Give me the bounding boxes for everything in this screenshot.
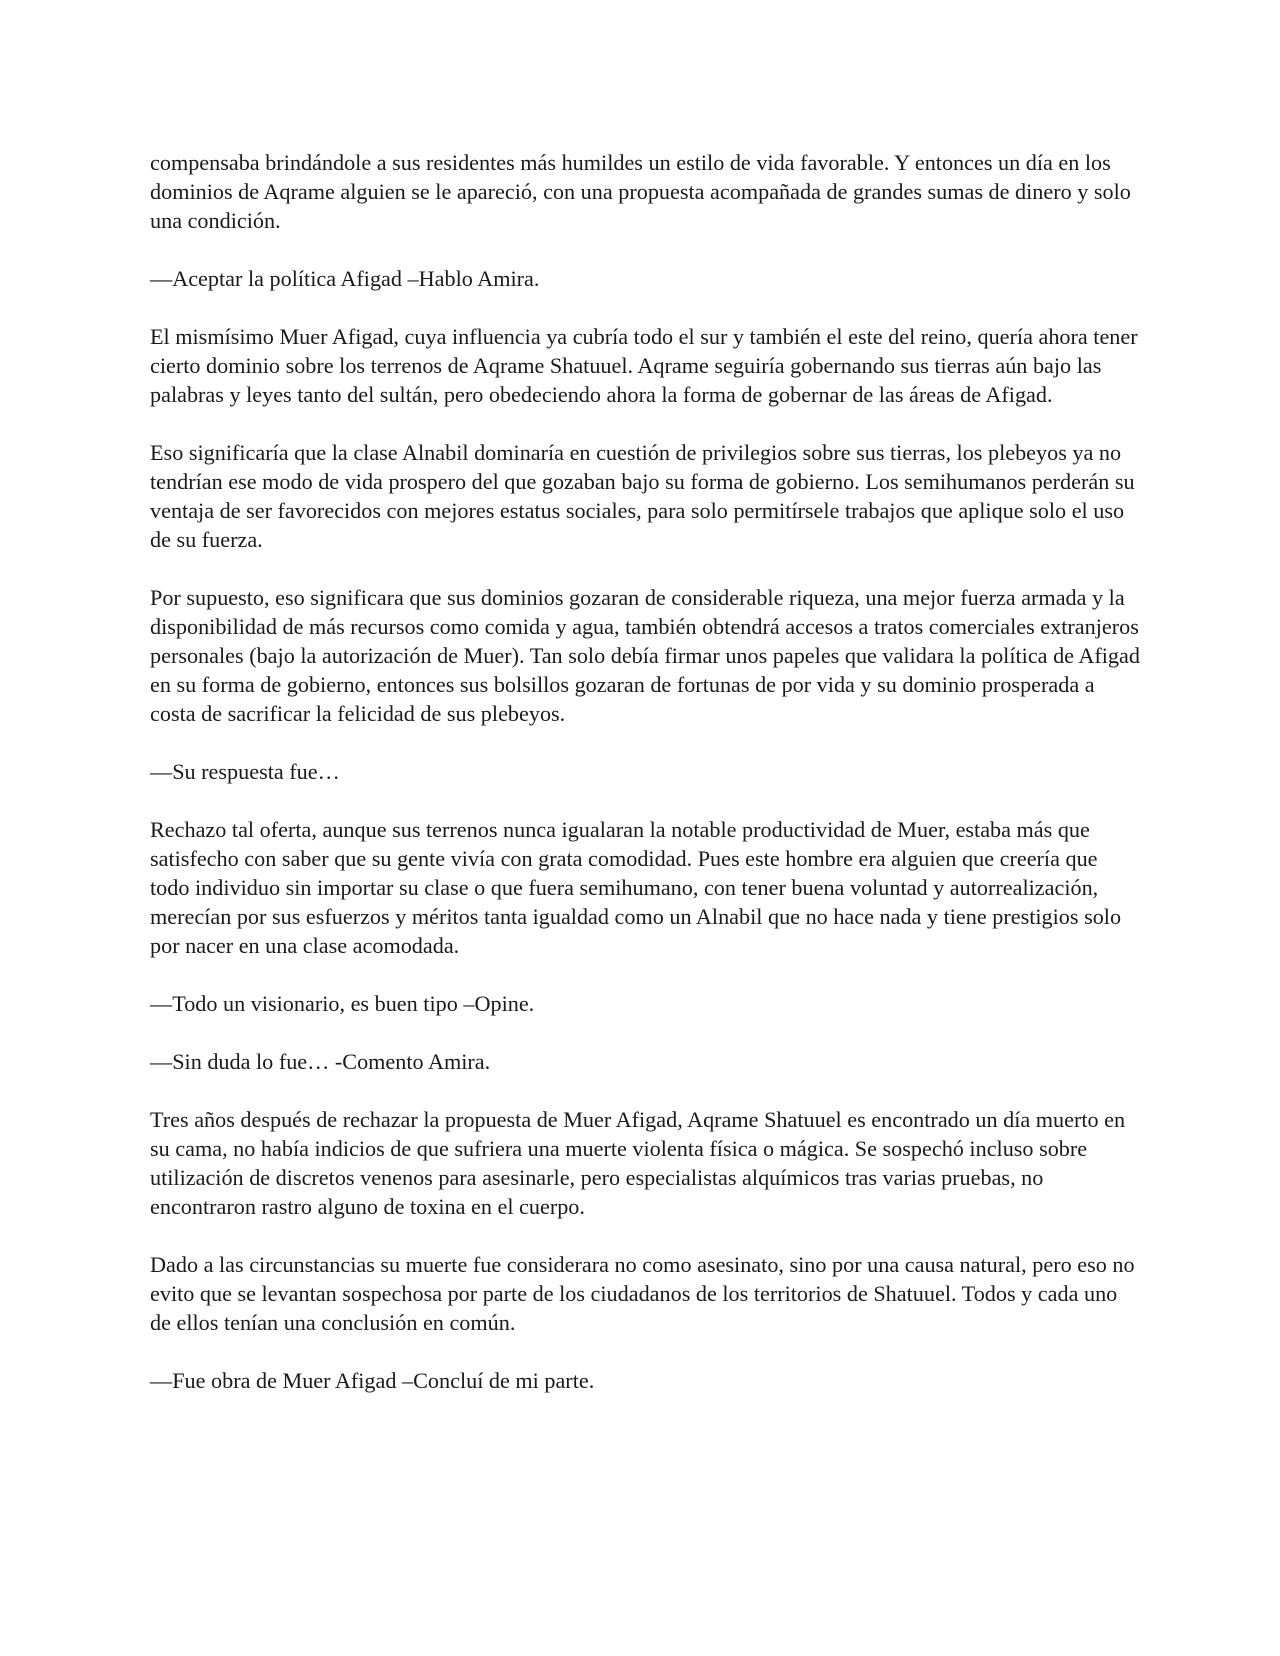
paragraph-2: —Aceptar la política Afigad –Hablo Amira. xyxy=(150,266,540,291)
paragraph-1: compensaba brindándole a sus residentes más humildes un estilo de vida favorable. Y entonces un día en los dominios de Aqrame alguien se le apareció, con una propuesta acompañada de grandes sumas de dinero y solo una condición. xyxy=(150,150,1131,233)
paragraph-8: —Todo un visionario, es buen tipo –Opine. xyxy=(150,991,535,1016)
paragraph-3: El mismísimo Muer Afigad, cuya influencia ya cubría todo el sur y también el este del reino, quería ahora tener cierto dominio sobre los terrenos de Aqrame Shatuuel. Aqrame seguiría gobernando sus tierras aún bajo las palabras y leyes tanto del sultán, pero obedeciendo ahora la forma de gobernar de las áreas de Afigad. xyxy=(150,324,1138,407)
paragraph-5: Por supuesto, eso significara que sus dominios gozaran de considerable riqueza, una mejor fuerza armada y la disponibilidad de más recursos como comida y agua, también obtendrá accesos a tratos comerciales extranjeros personales (bajo la autorización de Muer). Tan solo debía firmar unos papeles que validara la política de Afigad en su forma de gobierno, entonces sus bolsillos gozaran de fortunas de por vida y su dominio prosperada a costa de sacrificar la felicidad de sus plebeyos. xyxy=(150,585,1140,726)
paragraph-4: Eso significaría que la clase Alnabil dominaría en cuestión de privilegios sobre sus tierras, los plebeyos ya no tendrían ese modo de vida prospero del que gozaban bajo su forma de gobierno. Los semihumanos perderán su ventaja de ser favorecidos con mejores estatus sociales, para solo permitírsele trabajos que aplique solo el uso de su fuerza. xyxy=(150,440,1135,552)
paragraph-6: —Su respuesta fue… xyxy=(150,759,340,784)
paragraph-12: —Fue obra de Muer Afigad –Concluí de mi parte. xyxy=(150,1368,595,1393)
paragraph-10: Tres años después de rechazar la propuesta de Muer Afigad, Aqrame Shatuuel es encontrado un día muerto en su cama, no había indicios de que sufriera una muerte violenta física o mágica. Se sospechó incluso sobre utilización de discretos venenos para asesinarle, pero especialistas alquímicos tras varias pruebas, no encontraron rastro alguno de toxina en el cuerpo. xyxy=(150,1107,1126,1219)
paragraph-9: —Sin duda lo fue… -Comento Amira. xyxy=(150,1049,491,1074)
paragraph-11: Dado a las circunstancias su muerte fue considerara no como asesinato, sino por una causa natural, pero eso no evito que se levantan sospechosa por parte de los ciudadanos de los territorios de Shatuuel. Todos y cada uno de ellos tenían una conclusión en común. xyxy=(150,1252,1135,1335)
paragraph-7: Rechazo tal oferta, aunque sus terrenos nunca igualaran la notable productividad de Muer, estaba más que satisfecho con saber que su gente vivía con grata comodidad. Pues este hombre era alguien que creería que todo individuo sin importar su clase o que fuera semihumano, con tener buena voluntad y autorrealización, merecían por sus esfuerzos y méritos tanta igualdad como un Alnabil que no hace nada y tiene prestigios solo por nacer en una clase acomodada. xyxy=(150,817,1122,958)
